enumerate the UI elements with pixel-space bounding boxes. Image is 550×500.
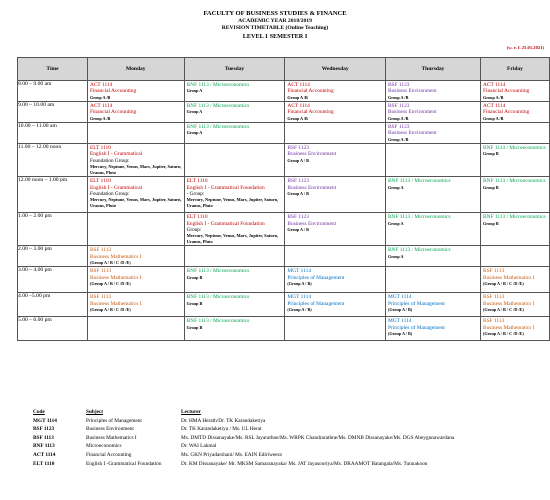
cell-monday <box>87 213 184 246</box>
cell-wednesday <box>285 246 386 267</box>
session-code: ELT 1110 <box>89 145 111 151</box>
cell-monday <box>87 317 184 341</box>
timetable-row <box>18 246 550 267</box>
legend-lecturer: Dr. TK Karandaketiya / Ms. UL Herat <box>181 426 262 433</box>
session-code: BSF 1123 <box>287 145 309 151</box>
session-code: BSF 1113 <box>482 294 505 301</box>
session-code: ACT 1114 <box>482 103 506 109</box>
session-block <box>481 293 549 313</box>
cell-monday <box>87 102 184 123</box>
session-group: (Group A / B / C /D /E) <box>89 307 131 313</box>
session-block <box>481 81 549 101</box>
session-code: ACT 1114 <box>482 82 506 88</box>
session-block <box>185 123 285 137</box>
legend-code: BNF 1113 <box>33 443 55 450</box>
session-group: Group A / B <box>287 191 309 197</box>
session-title: Financial Accounting <box>89 109 137 116</box>
session-title: Financial Accounting <box>89 88 137 95</box>
session-code: ELT 1110 <box>186 178 208 185</box>
session-block <box>285 144 385 164</box>
cell-friday <box>480 317 549 341</box>
session-group: Group A /B <box>287 94 308 100</box>
session-block <box>386 81 480 101</box>
cell-tuesday <box>184 81 285 102</box>
cell-tuesday <box>184 317 285 341</box>
cell-thursday <box>385 177 480 213</box>
timetable-title: REVISION TIMETABLE (Online Teaching) <box>221 25 329 31</box>
session-title: Principles of Management <box>287 300 345 307</box>
session-title: Business Mathematics I <box>482 324 535 331</box>
session-block <box>88 177 184 209</box>
session-title: Principles of Management <box>287 274 345 281</box>
legend-code: BSF 1113 <box>33 434 54 441</box>
session-block <box>481 267 549 287</box>
time-slot: 1.00 – 2.00 pm <box>18 213 88 246</box>
session-code: BNF 1113 / Microeconomics <box>186 318 250 325</box>
session-block <box>481 102 549 122</box>
session-title: Business Environment <box>387 88 437 95</box>
session-code: BSF 1123 <box>387 103 410 109</box>
session-block <box>481 144 549 158</box>
legend-lecturer: Dr. WAI Lakmal <box>181 443 217 450</box>
cell-wednesday <box>285 267 386 293</box>
session-title: English I - Grammatical Foundation <box>186 220 265 227</box>
session-code: BNF 1113 / Microeconomics <box>387 178 451 185</box>
session-group: Group A /B <box>89 115 111 121</box>
session-group: Group B <box>482 220 499 226</box>
legend-lecturer: Dr. KM Dissanayake/ Mr. MKSM Samaranayaka/ Ms. JAT Jayasooriya/Ms. DRAAMOT Batangala/Ms. Tunnakoon <box>181 460 428 467</box>
cell-thursday <box>385 267 480 293</box>
session-code: BSF 1123 <box>287 178 309 185</box>
session-code: BNF 1113 / Microeconomics <box>186 103 250 109</box>
cell-friday <box>480 144 549 177</box>
session-extra: - Group: <box>186 191 205 198</box>
legend-subject: Business Mathematics I <box>86 434 137 441</box>
session-group: Group A /B <box>387 115 409 121</box>
session-extra: Group: <box>186 227 202 234</box>
session-code: BNF 1113 / Microeconomics <box>186 124 250 130</box>
time-slot: 10.00 – 11.00 am <box>18 123 88 144</box>
session-code: BSF 1123 <box>287 214 309 221</box>
session-block <box>285 293 385 313</box>
session-block <box>386 246 480 260</box>
session-code: BSF 1113 <box>89 247 112 254</box>
session-block <box>185 317 285 331</box>
session-teams: Mercury, Neptune, Venus, Mars, Jupiter, Saturn, Uranus, Pluto <box>186 197 279 208</box>
legend-row <box>33 460 454 469</box>
legend-subject: English I -Grammatical Foundation <box>86 460 162 467</box>
session-group: (Group A / B) <box>387 331 413 337</box>
session-title: Financial Accounting <box>482 109 530 116</box>
session-code: ACT 1114 <box>89 103 113 109</box>
session-block <box>481 177 549 191</box>
cell-thursday <box>385 317 480 341</box>
faculty-title: FACULTY OF BUSINESS STUDIES & FINANCE <box>203 10 347 17</box>
timetable-row <box>18 123 550 144</box>
session-block <box>185 267 285 281</box>
session-code: BNF 1113 / Microeconomics <box>387 214 451 221</box>
cell-wednesday <box>285 144 386 177</box>
session-title: Business Mathematics I <box>482 274 535 281</box>
session-group: Group A /B <box>89 94 111 100</box>
time-slot: 3.00 – 4.00 pm <box>18 267 88 293</box>
session-title: Business Mathematics I <box>482 300 535 307</box>
session-block <box>185 102 285 116</box>
session-teams: Mercury, Neptune, Venus, Mars, Jupiter, Saturn, Uranus, Pluto <box>89 164 182 175</box>
session-group: (Group A / B) <box>287 307 312 313</box>
session-code: MGT 1114 <box>387 318 412 325</box>
legend-subject: Principles of Management <box>86 417 142 424</box>
session-code: BNF 1113 / Microeconomics <box>186 82 250 88</box>
session-block <box>185 81 285 95</box>
session-code: BNF 1113 / Microeconomics <box>482 178 546 185</box>
legend-subject: Financial Accounting <box>86 451 132 458</box>
cell-thursday <box>385 123 480 144</box>
session-group: Group A <box>186 130 203 136</box>
session-extra: Foundation Group: <box>89 157 130 164</box>
session-block <box>481 317 549 337</box>
cell-friday <box>480 123 549 144</box>
session-block <box>285 177 385 197</box>
session-code: MGT 1114 <box>387 294 412 301</box>
time-slot: 9.00 – 10.00 am <box>18 102 88 123</box>
legend-lecturer: Ms. DMTD Dissanayake/Ms. RSL Jayarathne/Ms. WRPK Chandrarathne/Ms. DMNB Dissanayake/Ms. DGS Abeygunawardana <box>181 434 455 441</box>
cell-friday <box>480 213 549 246</box>
session-group: Group A <box>387 184 404 190</box>
session-teams: Mercury, Neptune, Venus, Mars, Jupiter, Saturn, Uranus, Pluto <box>89 197 182 208</box>
session-block <box>386 123 480 143</box>
session-group: (Group A / B / C /D /E) <box>482 281 524 287</box>
session-group: Group A /B <box>387 94 409 100</box>
session-group: Group B <box>482 184 499 190</box>
cell-thursday <box>385 213 480 246</box>
legend-row <box>33 442 454 451</box>
cell-tuesday <box>184 144 285 177</box>
session-group: Group A <box>387 253 404 259</box>
session-block <box>386 293 480 313</box>
session-block <box>386 177 480 191</box>
session-title: English I - Grammatical Foundation <box>186 184 265 191</box>
session-code: BSF 1113 <box>89 268 112 275</box>
session-block <box>88 246 184 266</box>
session-title: Financial Accounting <box>482 88 530 95</box>
legend-header-subject: Subject <box>86 409 104 415</box>
timetable-row <box>18 317 550 341</box>
cell-thursday <box>385 102 480 123</box>
cell-monday <box>87 246 184 267</box>
cell-tuesday <box>184 177 285 213</box>
legend-row <box>33 434 454 443</box>
session-block <box>88 102 184 122</box>
session-group: Group A <box>387 220 404 226</box>
session-group: Group B <box>186 324 203 330</box>
cell-thursday <box>385 246 480 267</box>
cell-thursday <box>385 144 480 177</box>
cell-friday <box>480 81 549 102</box>
cell-tuesday <box>184 293 285 317</box>
session-code: ACT 1114 <box>89 82 113 88</box>
effective-date: (w. e. f. 25.01.2021) <box>506 45 544 50</box>
cell-wednesday <box>285 123 386 144</box>
session-title: Business Environment <box>387 130 437 137</box>
session-title: Business Environment <box>387 109 437 116</box>
session-title: Business Mathematics I <box>89 300 142 307</box>
session-group: Group A /B <box>387 136 409 142</box>
session-group: (Group A / B / C /D /E) <box>482 331 524 337</box>
session-title: Business Mathematics I <box>89 253 142 260</box>
session-code: BSF 1123 <box>387 124 410 130</box>
cell-wednesday <box>285 293 386 317</box>
session-group: (Group A / B) <box>287 281 312 287</box>
legend-header-lecturer: Lecturer <box>181 409 201 415</box>
time-slot: 8.00 – 9.00 am <box>18 81 88 102</box>
legend-code: ACT 1114 <box>33 451 56 458</box>
session-title: Business Environment <box>287 151 337 158</box>
session-title: Business Mathematics I <box>89 274 142 281</box>
legend-header-row <box>33 408 454 417</box>
cell-monday <box>87 293 184 317</box>
session-group: (Group A / B / C /D /E) <box>89 260 131 266</box>
session-block <box>386 102 480 122</box>
session-code: ELT 1110 <box>186 214 208 221</box>
session-block <box>285 267 385 287</box>
legend-row <box>33 425 454 434</box>
cell-friday <box>480 102 549 123</box>
session-code: BNF 1113 / Microeconomics <box>186 294 250 301</box>
cell-thursday <box>385 293 480 317</box>
session-block <box>386 317 480 337</box>
time-slot: 5.00 – 6.00 pm <box>18 317 88 341</box>
session-code: BSF 1113 <box>482 318 505 325</box>
session-group: Group B <box>186 274 203 280</box>
session-title: English I - Grammatical <box>89 151 143 158</box>
col-header-friday: Friday <box>480 58 549 81</box>
session-code: ELT 1110 <box>89 178 111 185</box>
col-header-tuesday: Tuesday <box>184 58 285 81</box>
session-title: Financial Accounting <box>287 88 334 95</box>
cell-wednesday <box>285 102 386 123</box>
legend-code: ELT 1110 <box>33 460 55 467</box>
session-block <box>481 213 549 227</box>
session-title: English I - Grammatical <box>89 184 143 191</box>
legend-lecturer: Ms. GKN Priyadarshani/ Ms. EAIN Ediriweera <box>181 451 282 458</box>
session-code: BNF 1113 / Microeconomics <box>482 145 546 151</box>
session-block <box>285 102 385 122</box>
timetable-row <box>18 81 550 102</box>
cell-wednesday <box>285 317 386 341</box>
session-block <box>285 213 385 233</box>
session-block <box>285 81 385 101</box>
legend-row <box>33 417 454 426</box>
session-code: MGT 1114 <box>287 294 312 301</box>
academic-year: ACADEMIC YEAR 2018/2019 <box>238 18 312 24</box>
cell-monday <box>87 144 184 177</box>
session-block <box>386 213 480 227</box>
cell-tuesday <box>184 123 285 144</box>
cell-thursday <box>385 81 480 102</box>
session-code: MGT 1114 <box>287 268 312 275</box>
legend-lecturer: Dr. HMA Herath/Dr. TK Karandaketiya <box>181 417 266 424</box>
session-code: ACT 1114 <box>287 103 310 109</box>
session-block <box>88 81 184 101</box>
cell-friday <box>480 246 549 267</box>
session-code: BSF 1113 <box>482 268 505 275</box>
session-group: Group A /B <box>287 115 308 121</box>
col-header-monday: Monday <box>87 58 184 81</box>
session-title: Business Environment <box>287 220 337 227</box>
cell-monday <box>87 267 184 293</box>
cell-tuesday <box>184 213 285 246</box>
level-semester: LEVEL 1 SEMESTER I <box>242 33 308 40</box>
session-code: BSF 1123 <box>387 82 410 88</box>
col-header-time: Time <box>18 58 88 81</box>
timetable-row <box>18 177 550 213</box>
cell-monday <box>87 81 184 102</box>
legend-header-code: Code <box>33 409 45 415</box>
session-extra: Foundation Group: <box>89 191 130 198</box>
session-block <box>88 293 184 313</box>
timetable-row <box>18 267 550 293</box>
session-teams: Mercury, Neptune, Venus, Mars, Jupiter, Saturn, Uranus, Pluto <box>186 233 279 244</box>
session-group: (Group A / B / C /D /E) <box>89 281 131 287</box>
session-group: (Group A / B) <box>387 307 413 313</box>
session-title: Business Environment <box>287 184 337 191</box>
cell-friday <box>480 267 549 293</box>
cell-tuesday <box>184 102 285 123</box>
timetable-row <box>18 293 550 317</box>
time-slot: 2.00 – 3.00 pm <box>18 246 88 267</box>
session-title: Principles of Management <box>387 300 445 307</box>
legend-table <box>33 408 454 468</box>
timetable-row <box>18 102 550 123</box>
session-group: Group A / B <box>287 157 309 163</box>
session-group: Group A /B <box>482 94 504 100</box>
time-slot: 11.00 – 12.00 noon <box>18 144 88 177</box>
session-title: Financial Accounting <box>287 109 334 116</box>
session-group: Group A <box>186 109 203 115</box>
session-group: Group B <box>186 300 203 306</box>
session-code: BNF 1113 / Microeconomics <box>186 268 250 275</box>
session-block <box>185 293 285 307</box>
session-block <box>88 144 184 176</box>
timetable-row <box>18 213 550 246</box>
session-title: Principles of Management <box>387 324 445 331</box>
session-code: BSF 1113 <box>89 294 112 301</box>
cell-tuesday <box>184 246 285 267</box>
timetable <box>17 57 550 341</box>
time-slot: 12.00 noon – 1.00 pm <box>18 177 88 213</box>
session-block <box>88 267 184 287</box>
cell-monday <box>87 123 184 144</box>
legend-code: BSF 1123 <box>33 426 55 433</box>
session-code: ACT 1114 <box>287 82 310 88</box>
time-slot: 4.00 –5.00 pm <box>18 293 88 317</box>
legend-code: MGT 1114 <box>33 417 57 424</box>
legend-subject: Microeconomics <box>86 443 122 450</box>
session-group: (Group A / B / C /D /E) <box>482 307 524 313</box>
session-code: BNF 1113 / Microeconomics <box>482 214 546 221</box>
session-group: Group A /B <box>482 115 504 121</box>
timetable-header-row <box>18 58 550 81</box>
timetable-row <box>18 144 550 177</box>
cell-tuesday <box>184 267 285 293</box>
cell-friday <box>480 177 549 213</box>
session-code: BNF 1113 / Microeconomics <box>387 247 451 254</box>
cell-wednesday <box>285 213 386 246</box>
cell-monday <box>87 177 184 213</box>
col-header-thursday: Thursday <box>385 58 480 81</box>
cell-wednesday <box>285 81 386 102</box>
legend-subject: Business Environment <box>86 426 134 433</box>
session-group: Group B <box>482 151 499 157</box>
session-group: Group A <box>186 88 203 94</box>
session-block <box>185 213 285 245</box>
session-group: Group A / B <box>287 227 309 233</box>
cell-wednesday <box>285 177 386 213</box>
legend-row <box>33 451 454 460</box>
session-block <box>185 177 285 209</box>
cell-friday <box>480 293 549 317</box>
col-header-wednesday: Wednesday <box>285 58 386 81</box>
